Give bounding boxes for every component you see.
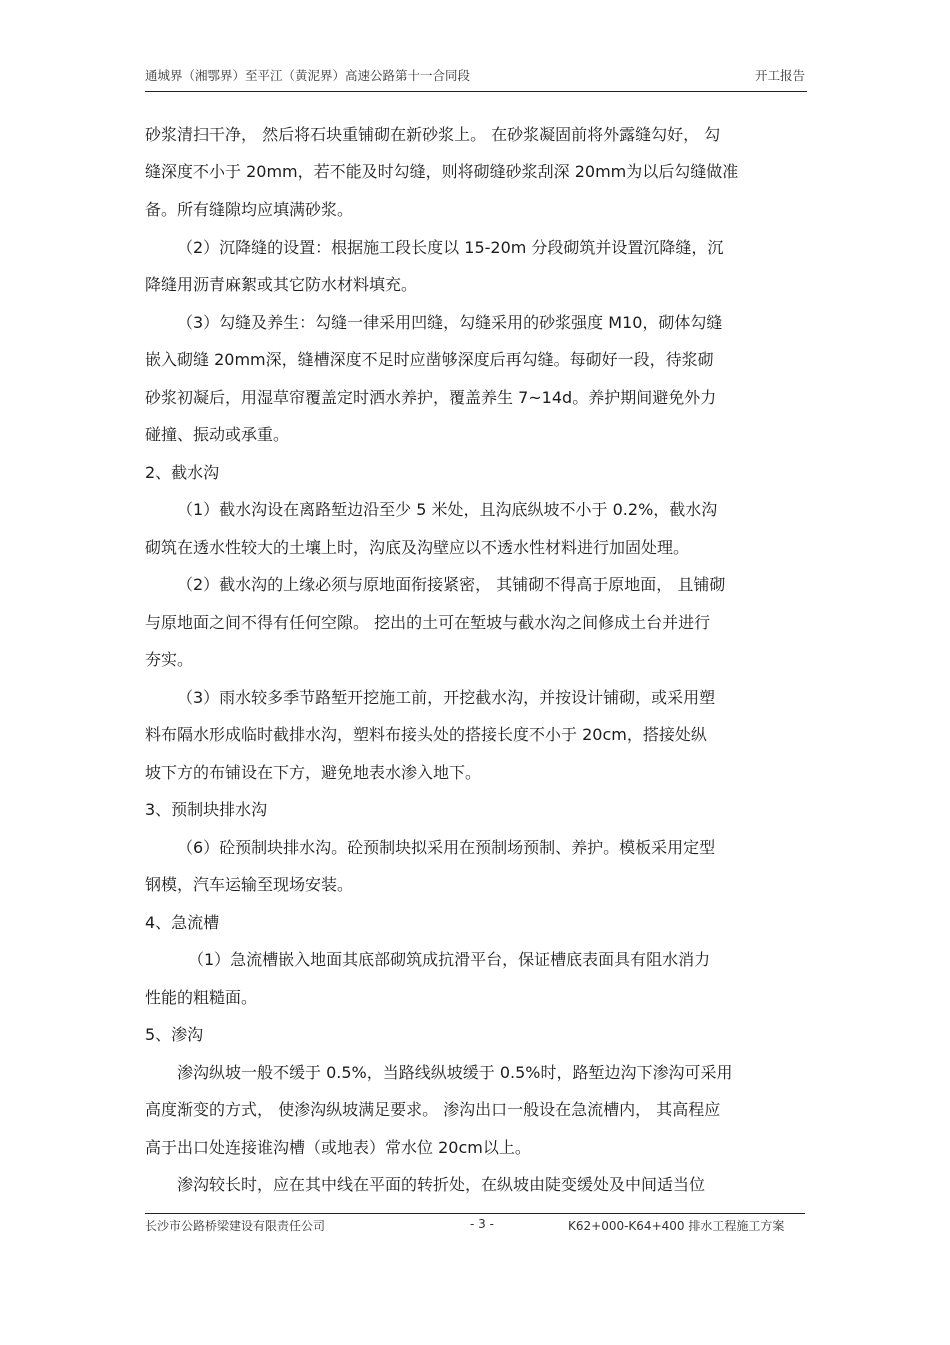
text-line: 高度渐变的方式， 使渗沟纵坡满足要求。 渗沟出口一般设在急流槽内， 其高程应 (145, 1100, 721, 1119)
page-header (145, 66, 805, 88)
footer-divider (145, 1213, 805, 1214)
text-line: （3）雨水较多季节路堑开挖施工前，开挖截水沟，并按设计铺砌，或采用塑 (177, 688, 716, 707)
text-line: 性能的粗糙面。 (145, 988, 258, 1007)
text-line: 夯实。 (145, 650, 194, 669)
section-heading: 4、急流槽 (145, 913, 220, 932)
header-doc-type: 开工报告 (754, 68, 805, 83)
text-line: （3）勾缝及养生：勾缝一律采用凹缝，勾缝采用的砂浆强度 M10，砌体勾缝 (177, 313, 723, 332)
text-line: 嵌入砌缝 20mm深，缝槽深度不足时应凿够深度后再勾缝。每砌好一段，待浆砌 (145, 350, 714, 369)
text-line: 渗沟较长时，应在其中线在平面的转折处，在纵坡由陡变缓处及中间适当位 (177, 1175, 706, 1194)
section-heading: 2、截水沟 (145, 463, 220, 482)
text-line: 砂浆清扫干净， 然后将石块重铺砌在新砂浆上。 在砂浆凝固前将外露缝勾好， 勾 (145, 125, 721, 144)
text-line: 坡下方的布铺设在下方，避免地表水渗入地下。 (145, 763, 482, 782)
text-line: 料布隔水形成临时截排水沟，塑料布接头处的搭接长度不小于 20cm，搭接处纵 (145, 725, 707, 744)
text-line: 高于出口处连接谁沟槽（或地表）常水位 20cm以上。 (145, 1138, 531, 1157)
text-line: （2）截水沟的上缘必须与原地面衔接紧密， 其铺砌不得高于原地面， 且铺砌 (177, 575, 726, 594)
header-divider (145, 91, 807, 92)
footer-document-title: K62+000-K64+400 排水工程施工方案 (568, 1219, 785, 1233)
text-line: 缝深度不小于 20mm，若不能及时勾缝，则将砌缝砂浆刮深 20mm为以后勾缝做准 (145, 162, 739, 181)
footer-company: 长沙市公路桥梁建设有限责任公司 (145, 1219, 326, 1233)
section-heading: 3、预制块排水沟 (145, 800, 268, 819)
page-number: - 3 - (470, 1217, 494, 1231)
text-line: 砌筑在透水性较大的土壤上时，沟底及沟壁应以不透水性材料进行加固处理。 (145, 538, 690, 557)
section-heading: 5、渗沟 (145, 1025, 204, 1044)
text-line: 备。所有缝隙均应填满砂浆。 (145, 200, 354, 219)
text-line: 降缝用沥青麻絮或其它防水材料填充。 (145, 275, 418, 294)
text-line: 与原地面之间不得有任何空隙。 挖出的土可在堑坡与截水沟之间修成土台并进行 (145, 613, 711, 632)
text-line: （2）沉降缝的设置：根据施工段长度以 15-20m 分段砌筑并设置沉降缝，沉 (177, 238, 724, 257)
header-project-title: 通城界（湘鄂界）至平江（黄泥界）高速公路第十一合同段 (145, 68, 471, 83)
text-line: 碰撞、振动或承重。 (145, 425, 290, 444)
text-line: 渗沟纵坡一般不缓于 0.5%，当路线纵坡缓于 0.5%时，路堑边沟下渗沟可采用 (177, 1063, 733, 1082)
text-line: （6）砼预制块排水沟。砼预制块拟采用在预制场预制、养护。模板采用定型 (177, 838, 716, 857)
text-line: 砂浆初凝后，用湿草帘覆盖定时洒水养护，覆盖养生 7~14d。养护期间避免外力 (145, 388, 717, 407)
text-line: 钢模，汽车运输至现场安装。 (145, 875, 354, 894)
text-line: （1）截水沟设在离路堑边沿至少 5 米处，且沟底纵坡不小于 0.2%，截水沟 (177, 500, 718, 519)
text-line: （1）急流槽嵌入地面其底部砌筑成抗滑平台，保证槽底表面具有阻水消力 (188, 950, 711, 969)
